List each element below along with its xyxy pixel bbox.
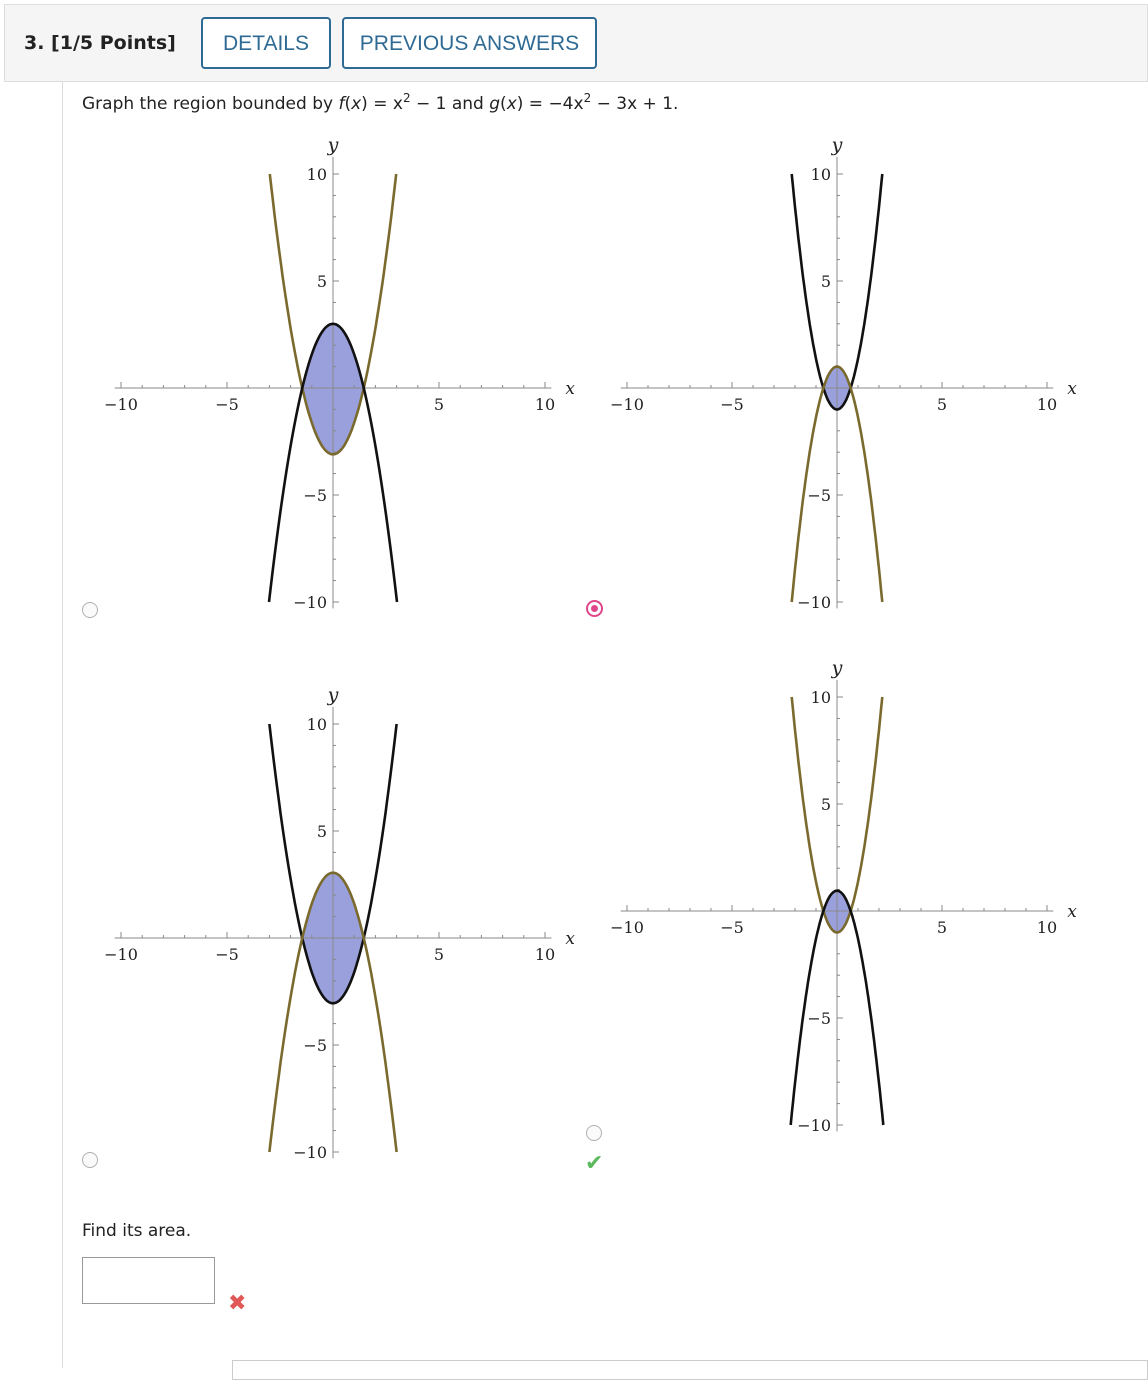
y-tick-label: −5 xyxy=(807,1009,831,1028)
graph-a-content xyxy=(104,134,575,612)
x-axis-label: x xyxy=(565,929,575,949)
y-tick-label: 5 xyxy=(820,272,831,291)
y-tick-label: −10 xyxy=(293,1143,327,1162)
details-button[interactable]: DETAILS xyxy=(201,17,331,69)
graph-option-d xyxy=(595,655,1095,1145)
y-tick-label: 10 xyxy=(810,165,831,184)
x-tick-label: −10 xyxy=(104,945,138,964)
x-mark-icon: ✖ xyxy=(228,1291,247,1316)
graph-b-content xyxy=(610,134,1077,612)
x-tick-label: −5 xyxy=(720,918,744,937)
x-tick-label: −10 xyxy=(610,395,644,414)
question-prompt: Graph the region bounded by $f(x) = x^2 - 1$ and $g(x) = -4x^2 - 3x + 1$. xyxy=(82,91,679,114)
area-answer-input[interactable] xyxy=(82,1257,215,1304)
y-tick-label: 5 xyxy=(316,272,327,291)
x-tick-label: 5 xyxy=(433,395,445,414)
y-tick-label: −5 xyxy=(303,1036,327,1055)
y-tick-label: −10 xyxy=(797,1116,831,1135)
y-axis-label: y xyxy=(831,133,843,156)
y-tick-label: 5 xyxy=(820,795,831,814)
question-number: 3. [1/5 Points] xyxy=(24,32,176,54)
x-tick-label: 5 xyxy=(936,918,948,937)
x-tick-label: 10 xyxy=(1036,918,1058,937)
y-tick-label: −5 xyxy=(303,486,327,505)
x-tick-label: 5 xyxy=(936,395,948,414)
graph-option-b xyxy=(595,130,1095,620)
y-axis-label: y xyxy=(327,133,339,156)
y-tick-label: 10 xyxy=(306,165,327,184)
x-tick-label: −10 xyxy=(610,918,644,937)
x-axis-label: x xyxy=(1067,902,1077,922)
graph-option-a xyxy=(88,130,588,620)
y-tick-label: −10 xyxy=(797,593,831,612)
previous-answers-button[interactable]: PREVIOUS ANSWERS xyxy=(342,17,597,69)
y-tick-label: −10 xyxy=(293,593,327,612)
graph-option-c xyxy=(88,680,588,1170)
x-tick-label: −5 xyxy=(215,395,239,414)
y-axis-label: y xyxy=(327,683,339,706)
y-tick-label: 10 xyxy=(810,688,831,707)
y-tick-label: 10 xyxy=(306,715,327,734)
content-left-rule xyxy=(62,82,63,1368)
y-tick-label: −5 xyxy=(807,486,831,505)
y-axis-label: y xyxy=(831,656,843,679)
x-tick-label: −5 xyxy=(215,945,239,964)
x-tick-label: 5 xyxy=(433,945,445,964)
x-axis-label: x xyxy=(1067,379,1077,399)
area-question-label: Find its area. xyxy=(82,1221,192,1241)
x-tick-label: 10 xyxy=(534,945,556,964)
y-tick-label: 5 xyxy=(316,822,327,841)
x-tick-label: −10 xyxy=(104,395,138,414)
x-tick-label: −5 xyxy=(720,395,744,414)
next-section-box xyxy=(232,1360,1148,1380)
x-axis-label: x xyxy=(565,379,575,399)
x-tick-label: 10 xyxy=(534,395,556,414)
check-icon: ✔ xyxy=(585,1151,604,1176)
graph-c-content xyxy=(104,684,575,1162)
x-tick-label: 10 xyxy=(1036,395,1058,414)
graph-d-content xyxy=(610,657,1077,1135)
